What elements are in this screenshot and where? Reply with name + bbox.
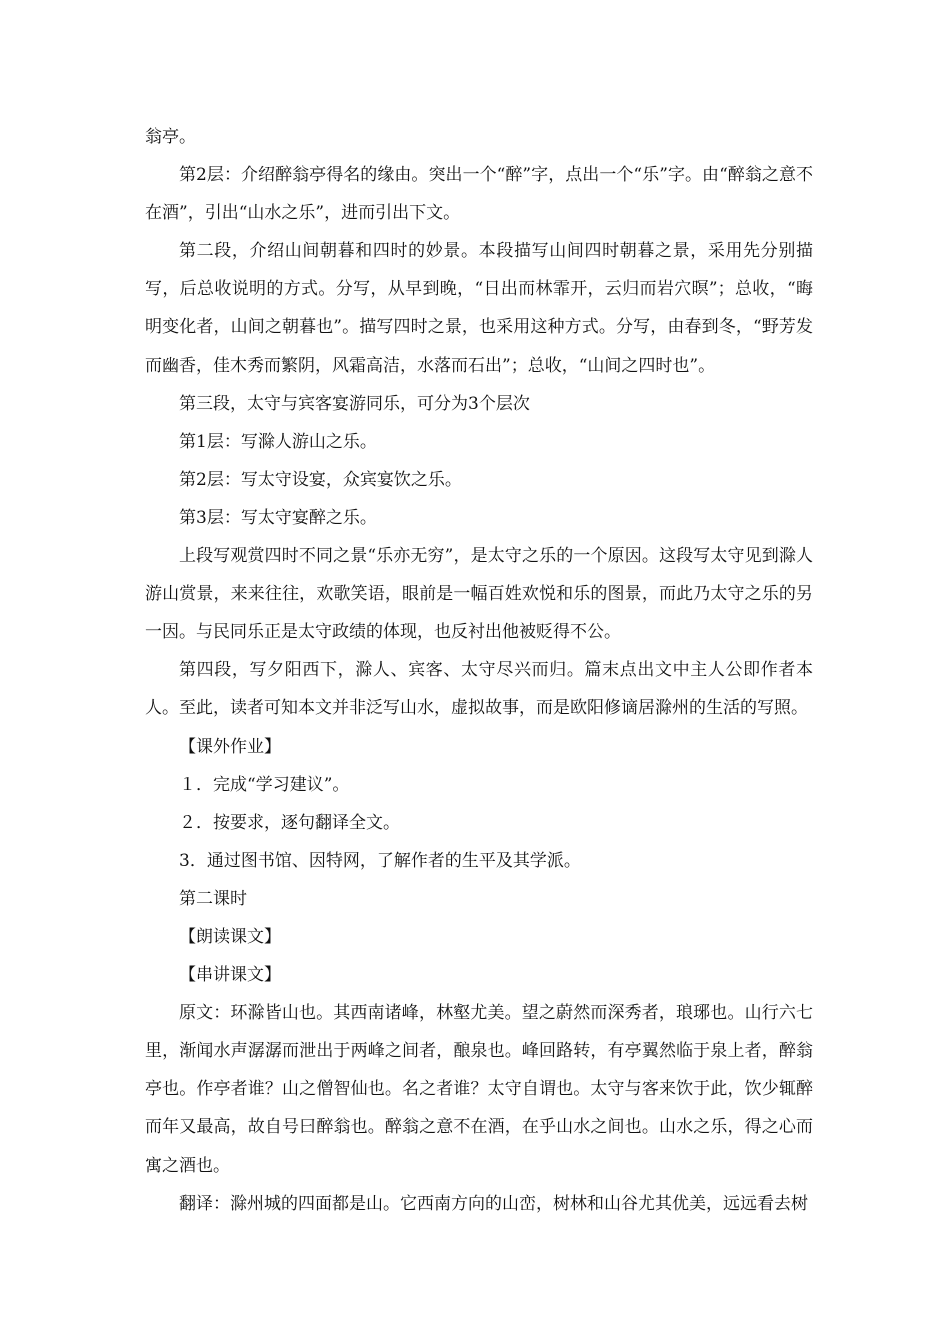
paragraph-continuation: 翁亭。 [145,127,196,147]
paragraph-original-text: 原文：环滁皆山也。其西南诸峰，林壑尤美。望之蔚然而深秀者，琅琊也。山行六七里，渐闻水声潺潺而泄出于两峰之间者，酿泉也。峰回路转，有亭翼然临于泉上者，醉翁亭也。作亭者谁？山之僧智仙也。名之者谁？太守自谓也。太守与客来饮于此，饮少辄醉而年又最高，故自号曰醉翁也。醉翁之意不在酒，在乎山水之间也。山水之乐，得之心而寓之酒也。 [145,1003,813,1176]
homework-item-3: 3．通过图书馆、因特网，了解作者的生平及其学派。 [179,850,581,871]
document-body [145,118,813,1223]
heading-read-aloud: 【朗读课文】 [179,926,281,947]
heading-explain-text: 【串讲课文】 [179,965,281,986]
paragraph-translation: 翻译：滁州城的四面都是山。它西南方向的山峦，树林和山谷尤其优美，远远看去树 [179,1193,808,1214]
paragraph-section-2: 第二段，介绍山间朝暮和四时的妙景。本段描写山间四时朝暮之景，采用先分别描写，后总收说明的方式。分写，从早到晚，“日出而林霏开，云归而岩穴暝”；总收，“晦明变化者，山间之朝暮也”。描写四时之景，也采用这种方式。分写，由春到冬，“野芳发而幽香，佳木秀而繁阴，风霜高洁，水落而石出”；总收，“山间之四时也”。 [145,241,813,376]
paragraph-section-4: 第四段，写夕阳西下，滁人、宾客、太守尽兴而归。篇末点出文中主人公即作者本人。至此，读者可知本文并非泛写山水，虚拟故事，而是欧阳修谪居滁州的生活的写照。 [145,660,813,719]
paragraph-layer-1: 第1层：写滁人游山之乐。 [179,431,377,452]
paragraph-analysis: 上段写观赏四时不同之景“乐亦无穷”，是太守之乐的一个原因。这段写太守见到滁人游山赏景，来来往往，欢歌笑语，眼前是一幅百姓欢悦和乐的图景，而此乃太守之乐的另一因。与民同乐正是太守政绩的体现，也反衬出他被贬得不公。 [145,546,813,643]
paragraph-layer-2: 第2层：写太守设宴，众宾宴饮之乐。 [179,469,462,490]
paragraph-section-3: 第三段，太守与宾客宴游同乐，可分为3个层次 [179,393,530,414]
paragraph-layer-2-intro: 第2层：介绍醉翁亭得名的缘由。突出一个“醉”字，点出一个“乐”字。由“醉翁之意不在酒”，引出“山水之乐”，进而引出下文。 [145,165,813,224]
paragraph-layer-3: 第3层：写太守宴醉之乐。 [179,507,377,528]
heading-second-lesson: 第二课时 [179,888,247,909]
heading-homework: 【课外作业】 [179,736,281,757]
homework-item-1: １．完成“学习建议”。 [179,774,350,795]
homework-item-2: ２．按要求，逐句翻译全文。 [179,812,400,833]
